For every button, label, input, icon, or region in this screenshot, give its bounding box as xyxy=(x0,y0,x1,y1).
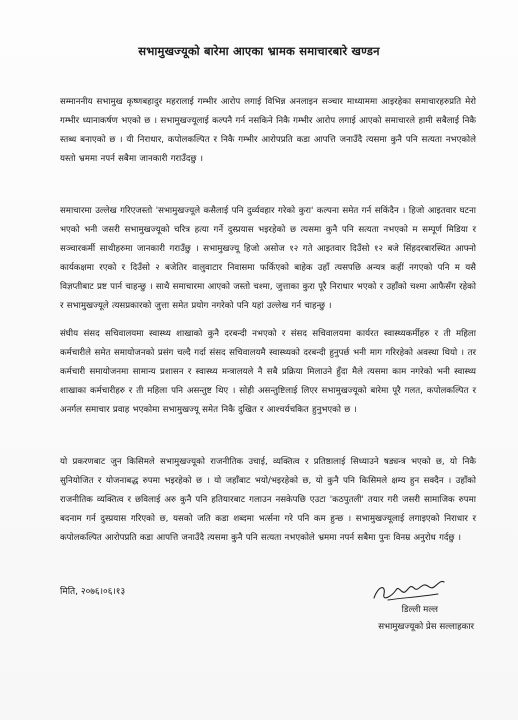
signature-block xyxy=(324,576,474,646)
document-date: मिति, २०७६।०६।१३ xyxy=(60,587,126,597)
signatory-name: डिल्ली मल्ल xyxy=(401,605,438,615)
paragraph-3: संघीय संसद सचिवालयमा स्वास्थ्य शाखाको कुनै दरबन्दी नभएको र संसद सचिवालयमा कार्यरत स्वास्थ्यकर्मीहरु र ती महिला कर्मचारीले समेत समायोजनको प्रसंग चल्दै गर्दा संसद सचिवालयमै स्वास्थ्यको दरबन्दी हुनुपर्छ भनी माग गरिरहेको अवस्था थियो । तर कर्मचारी समायोजनमा सामान्य प्रशासन र स्वास्थ्य मन्त्रालयले नै सबै प्रक्रिया मिलाउने हुँदा मैले त्यसमा काम नगरेको भनी स्वास्थ्य शाखाका कर्मचारीहरु र ती महिला पनि असन्तुष्ट थिए । सोही असन्तुष्टिलाई लिएर सभामुखज्यूको बारेमा पूरै गलत, कपोलकल्पित र अनर्गल समाचार प्रवाह भएकोमा सभामुखज्यू समेत निकै दुखित र आश्चर्यचकित हुनुभएको छ । xyxy=(60,329,476,415)
signatory-title: सभामुखज्यूको प्रेस सल्लाहकार xyxy=(378,622,474,632)
paragraph-1: सम्माननीय सभामुख कृष्णबहादुर महरालाई गम्भीर आरोप लगाई विभिन्न अनलाइन सञ्चार माध्याममा आइरहेका समाचारहरुप्रति मेरो गम्भीर ध्यानाकर्षण भएको छ । सभामुखज्यूलाई कल्पनै गर्न नसकिने निकै गम्भीर आरोप लगाई आएको समाचारले हामी सबैलाई निकै स्तब्ध बनाएको छ । यी निराधार, कपोलकल्पित र निकै गम्भीर आरोपप्रति कडा आपत्ति जनाउँदै त्यसमा कुनै पनि सत्यता नभएकोले यस्तो भ्रममा नपर्न सबैमा जानकारी गराउँदछु । xyxy=(60,97,476,164)
handwritten-signature xyxy=(368,576,448,606)
paragraph-4: यो प्रकरणबाट जुन किसिमले सभामुखज्यूको राजनीतिक उचाई, व्यक्तित्व र प्रतिष्ठालाई सिध्याउने षड्यन्त्र भएको छ, यो निकै सुनियोजित र योजनाबद्ध रुपमा भइरहेको छ । यो जहाँबाट भयो/भइरहेको छ, यो कुनै पनि किसिमले क्षम्य हुन सक्दैन । उहाँको राजनीतिक व्यक्तित्व र छविलाई अरु कुनै पनि हतियारबाट गलाउन नसकेपछि एउटा 'कठपुतली' तयार गरी जसरी सामाजिक रुपमा बदनाम गर्न दुस्प्रयास गरिएको छ, यसको जति कडा शब्दमा भर्त्सना गरे पनि कम हुन्छ । सभामुखज्यूलाई लगाइएको निराधार र कपोलकल्पित आरोपप्रति कडा आपत्ति जनाउँदै त्यसमा कुनै पनि सत्यता नभएकोले भ्रममा नपर्न सबैमा पुनः विनम्र अनुरोध गर्दछु । xyxy=(60,457,476,543)
paragraph-2: समाचारमा उल्लेख गरिएजस्तो 'सभामुखज्यूले कसैलाई पनि दुर्व्यवहार गरेको कुरा' कल्पना समेत गर्न सकिंदैन । हिजो आइतवार घटना भएको भनी जसरी सभामुखज्यूको चरित्र हत्या गर्ने दुस्प्रयास भइरहेको छ त्यसमा कुनै पनि सत्यता नभएको म सम्पूर्ण मिडिया र सञ्चारकर्मी साथीहरुमा जानकारी गराउँछु । सभामुखज्यू हिजो असोज १२ गते आइतवार दिउँसो १२ बजे सिंहदरबारस्थित आफ्नो कार्यकक्षमा रएको र दिउँसो २ बजेतिर वालुवाटार निवासमा फर्किएको बाहेक उहाँ त्यसपछि अन्यत्र कहीं नगएको पनि म यसै विज्ञप्तीबाट प्रष्ट पार्न चाहन्छु । साथै समाचारमा आएको जस्तो चश्मा, जुत्ताका कुरा पूरै निराधार भएको र उहाँको चश्मा आफैसँग रहेको र सभामुखज्यूले त्यसप्रकारको जुत्ता समेत प्रयोग नगरेको पनि यहां उल्लेख गर्न चाहन्छु । xyxy=(60,206,476,311)
document-title: सभामुखज्यूको बारेमा आएका भ्रामक समाचारबारे खण्डन xyxy=(138,44,380,58)
